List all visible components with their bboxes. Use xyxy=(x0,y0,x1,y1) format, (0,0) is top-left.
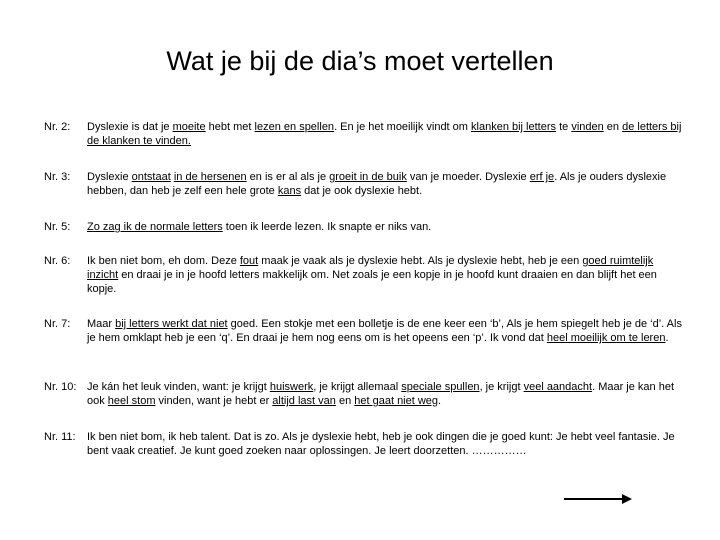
text-segment: en xyxy=(603,121,623,133)
item-text xyxy=(87,220,684,234)
text-segment: hebt met xyxy=(205,121,255,133)
text-segment: Dyslexie xyxy=(87,171,132,183)
text-segment: . Maar je kan het ook xyxy=(87,381,675,407)
underlined-text: het gaat niet weg xyxy=(354,395,439,407)
text-segment: van je moeder. Dyslexie xyxy=(406,171,530,183)
underlined-text: goed ruimtelijk inzicht xyxy=(87,255,654,281)
text-segment: maak je vaak als je dyslexie hebt. Als je dyslexie hebt, heb je een xyxy=(258,255,583,267)
underlined-text: veel aandacht xyxy=(523,381,593,393)
item-number: Nr. 3: xyxy=(44,171,71,183)
underlined-text: vinden xyxy=(571,121,604,133)
text-segment: toen ik leerde lezen. Ik snapte er niks van. xyxy=(222,221,432,233)
underlined-text: huiswerk xyxy=(269,381,314,393)
underlined-text: fout xyxy=(239,255,259,267)
underlined-text: groeit in de buik xyxy=(329,171,407,183)
underlined-text: lezen en spellen xyxy=(254,121,335,133)
text-segment: . Als je ouders dyslexie hebben, dan heb je zelf een hele grote xyxy=(87,171,667,197)
underlined-text: de letters bij de klanken te vinden. xyxy=(87,121,682,147)
text-segment: , je krijgt allemaal xyxy=(313,381,402,393)
item-number: Nr. 11: xyxy=(44,431,76,443)
text-segment: Ik ben niet bom, ik heb talent. Dat is zo. Als je dyslexie hebt, heb je ook dingen die je goed kunt: Je hebt veel fantasie. Je bent vaak creatief. Je kunt goed zoeken naar oplossingen. Je leert doorzetten. …………… xyxy=(87,431,675,457)
item-number: Nr. 2: xyxy=(44,121,71,133)
list-item xyxy=(44,317,684,345)
text-segment: Je kán het leuk vinden, want: je krijgt xyxy=(87,381,270,393)
next-arrow-icon[interactable] xyxy=(562,492,634,506)
underlined-text: heel stom xyxy=(107,395,156,407)
text-segment: vinden, want je hebt er xyxy=(155,395,273,407)
list-item xyxy=(44,220,684,234)
text-segment: Dyslexie is dat je xyxy=(87,121,173,133)
item-text xyxy=(87,317,684,345)
text-segment: en xyxy=(335,395,355,407)
underlined-text: in de hersenen xyxy=(173,171,247,183)
item-number: Nr. 6: xyxy=(44,255,71,267)
item-number: Nr. 7: xyxy=(44,318,71,330)
list-item xyxy=(44,380,684,408)
text-segment: . xyxy=(438,395,442,407)
text-segment: . En je het moeilijk vindt om xyxy=(334,121,472,133)
item-text xyxy=(87,430,684,458)
text-segment: Maar xyxy=(87,318,116,330)
item-number: Nr. 5: xyxy=(44,221,71,233)
underlined-text: heel moeilijk om te leren xyxy=(546,332,666,344)
slide-title: Wat je bij de dia’s moet vertellen xyxy=(166,46,554,76)
list-item xyxy=(44,254,684,296)
item-text xyxy=(87,254,684,296)
item-text xyxy=(87,170,684,198)
text-segment: Ik ben niet bom, eh dom. Deze xyxy=(87,255,240,267)
text-segment: en is er al als je xyxy=(246,171,330,183)
text-segment: . xyxy=(665,332,669,344)
underlined-text: bij letters werkt dat niet xyxy=(115,318,228,330)
list-item xyxy=(44,170,684,198)
underlined-text: erf je xyxy=(529,171,555,183)
list-item xyxy=(44,120,684,148)
underlined-text: ontstaat xyxy=(131,171,171,183)
item-text xyxy=(87,380,684,408)
item-text xyxy=(87,120,684,148)
item-number: Nr. 10: xyxy=(44,381,77,393)
list-item xyxy=(44,430,684,458)
text-segment: en draai je in je hoofd letters makkelijk om. Net zoals je een kopje in je hoofd kunt draaien en dan blijft het een kopje. xyxy=(87,269,657,295)
underlined-text: speciale spullen xyxy=(401,381,480,393)
underlined-text: Zo zag ik de normale letters xyxy=(87,221,223,233)
underlined-text: moeite xyxy=(172,121,206,133)
underlined-text: altijd last van xyxy=(272,395,336,407)
text-segment: dat je ook dyslexie hebt. xyxy=(301,185,423,197)
underlined-text: kans xyxy=(277,185,302,197)
text-segment: te xyxy=(556,121,572,133)
underlined-text: klanken bij letters xyxy=(471,121,557,133)
text-segment: , je krijgt xyxy=(479,381,524,393)
text-segment: goed. Een stokje met een bolletje is de ene keer een ‘b’, Als je hem spiegelt heb je de ‘d’. Als je hem omklapt heb je een ‘q’. En draai je hem nog eens om is het opeens een ‘p’. Ik vond dat xyxy=(87,318,682,344)
